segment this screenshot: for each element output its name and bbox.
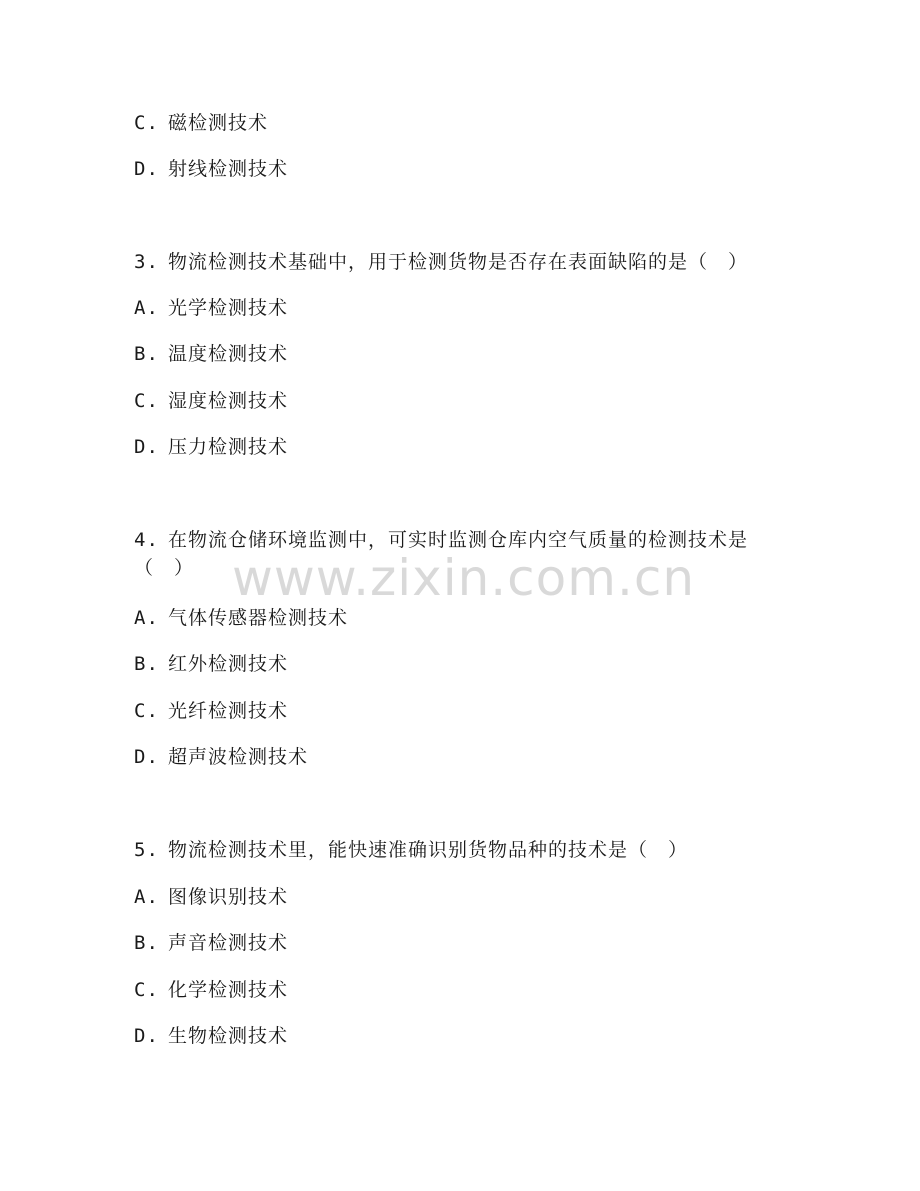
question-text: 在物流仓储环境监测中，可实时监测仓库内空气质量的检测技术是（ ） bbox=[134, 529, 749, 579]
question-5-stem bbox=[134, 838, 688, 862]
question-3-option-d bbox=[134, 435, 288, 459]
option-text: 生物检测技术 bbox=[168, 1025, 289, 1047]
option-text: 超声波检测技术 bbox=[168, 746, 309, 768]
option-text: 声音检测技术 bbox=[168, 932, 289, 954]
question-4-option-d bbox=[134, 745, 308, 769]
question-number: 4. bbox=[134, 529, 159, 551]
question-text: 物流检测技术基础中，用于检测货物是否存在表面缺陷的是（ ） bbox=[168, 251, 749, 273]
question-number: 3. bbox=[134, 251, 159, 273]
question-5-option-a bbox=[134, 885, 288, 909]
option-text: 图像识别技术 bbox=[168, 886, 289, 908]
option-c-prev bbox=[134, 111, 268, 135]
option-text: 光纤检测技术 bbox=[168, 700, 289, 722]
option-label: D. bbox=[134, 436, 159, 458]
option-label: C. bbox=[134, 112, 159, 134]
option-label: B. bbox=[134, 343, 159, 365]
question-text: 物流检测技术里，能快速准确识别货物品种的技术是（ ） bbox=[168, 839, 689, 861]
option-label: A. bbox=[134, 886, 159, 908]
option-label: D. bbox=[134, 158, 159, 180]
option-text: 射线检测技术 bbox=[168, 158, 289, 180]
question-5-option-d bbox=[134, 1024, 288, 1048]
option-label: D. bbox=[134, 1025, 159, 1047]
option-label: D. bbox=[134, 746, 159, 768]
question-5-option-b bbox=[134, 931, 288, 955]
option-label: C. bbox=[134, 390, 159, 412]
watermark: www.zixin.com.cn bbox=[232, 549, 696, 607]
question-number: 5. bbox=[134, 839, 159, 861]
option-text: 化学检测技术 bbox=[168, 979, 289, 1001]
option-label: B. bbox=[134, 653, 159, 675]
question-4-option-a bbox=[134, 606, 348, 630]
option-text: 压力检测技术 bbox=[168, 436, 289, 458]
option-text: 光学检测技术 bbox=[168, 297, 289, 319]
option-label: B. bbox=[134, 932, 159, 954]
option-label: A. bbox=[134, 297, 159, 319]
option-label: C. bbox=[134, 700, 159, 722]
question-4-option-b bbox=[134, 652, 288, 676]
option-label: A. bbox=[134, 607, 159, 629]
option-d-prev bbox=[134, 157, 288, 181]
question-3-option-a bbox=[134, 296, 288, 320]
question-5-option-c bbox=[134, 978, 288, 1002]
option-text: 红外检测技术 bbox=[168, 653, 289, 675]
question-4-option-c bbox=[134, 699, 288, 723]
question-3-option-b bbox=[134, 342, 288, 366]
question-3-stem bbox=[134, 250, 748, 274]
option-text: 温度检测技术 bbox=[168, 343, 289, 365]
option-text: 湿度检测技术 bbox=[168, 390, 289, 412]
option-label: C. bbox=[134, 979, 159, 1001]
option-text: 气体传感器检测技术 bbox=[168, 607, 349, 629]
option-text: 磁检测技术 bbox=[168, 112, 269, 134]
question-3-option-c bbox=[134, 389, 288, 413]
